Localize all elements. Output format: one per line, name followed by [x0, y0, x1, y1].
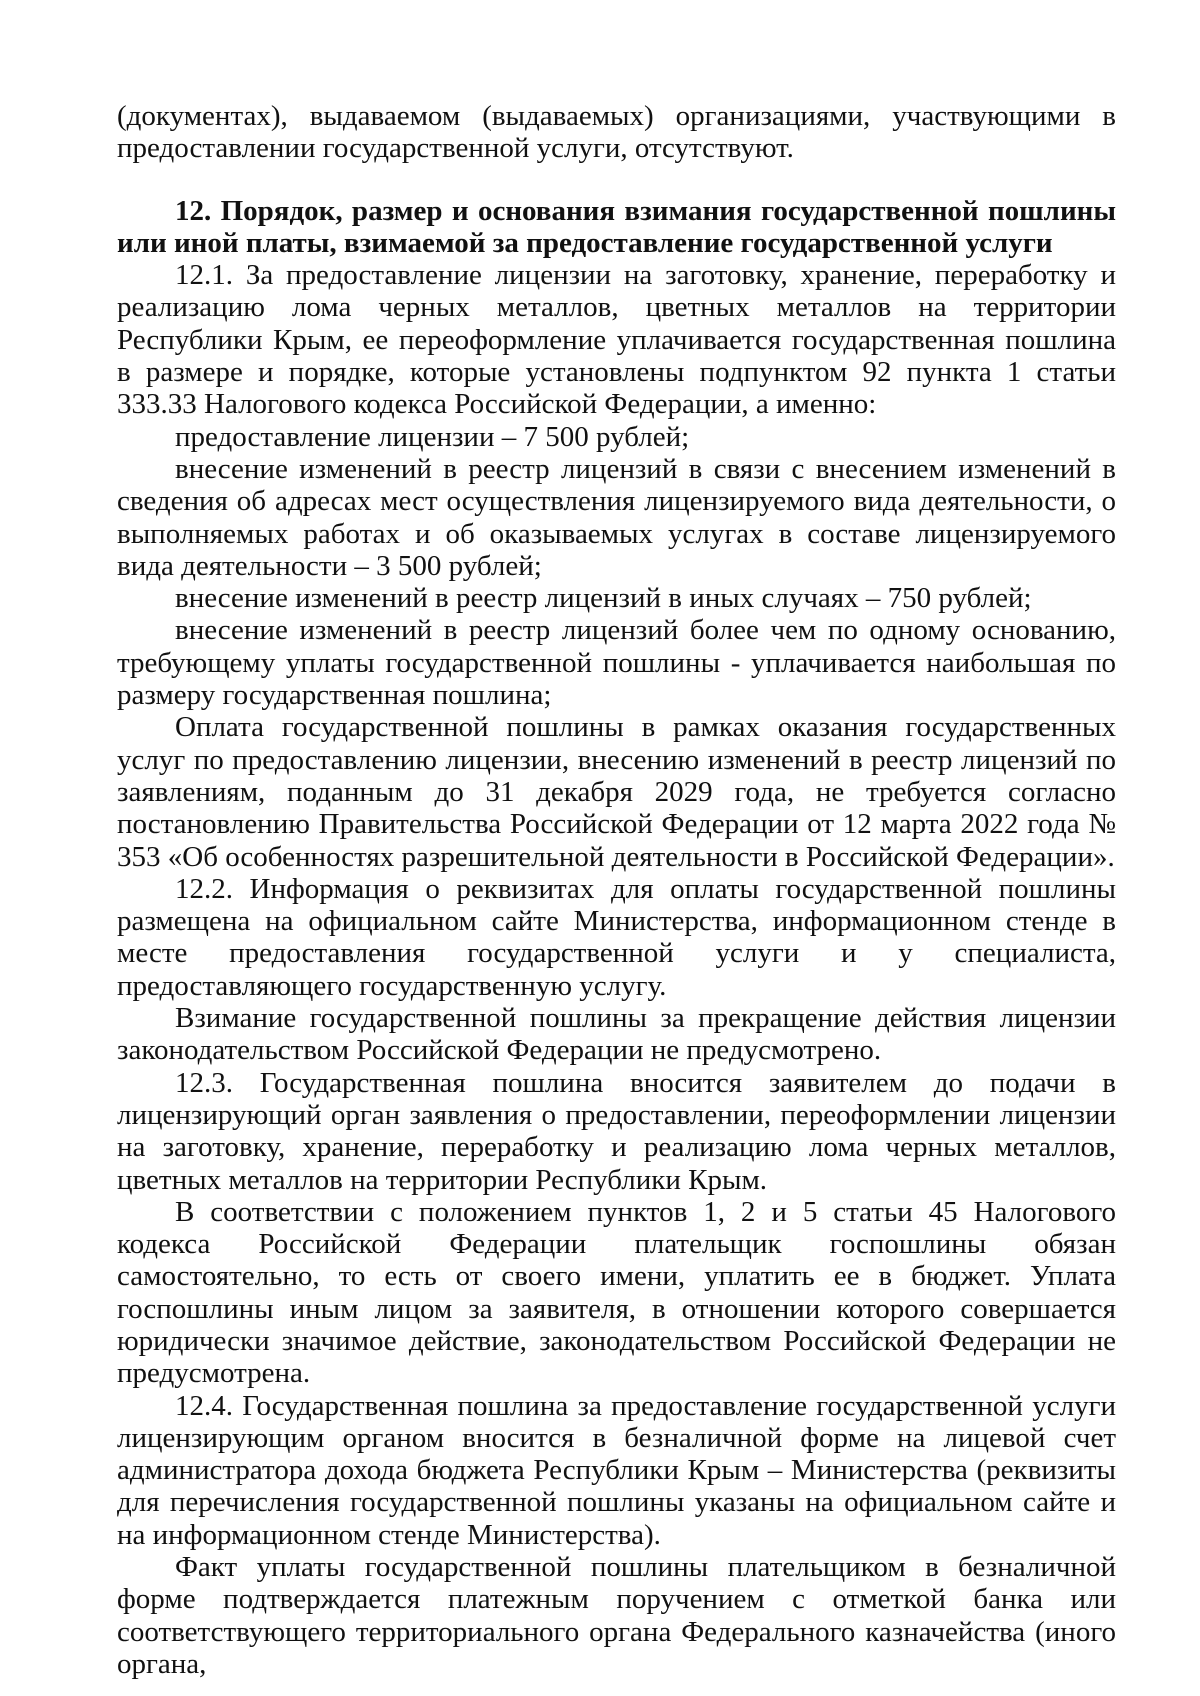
paragraph-payment-proof: Факт уплаты государственной пошлины плательщиком в безналичной форме подтверждается платежным поручением с отметкой банка или соответствующего территориального органа Федерального казначейства (иного органа, [117, 1551, 1116, 1680]
document-page [117, 100, 1116, 1680]
paragraph-fee-other-changes: внесение изменений в реестр лицензий в иных случаях – 750 рублей; [175, 582, 1032, 615]
paragraph-fee-multiple-grounds: внесение изменений в реестр лицензий более чем по одному основанию, требующему уплаты государственной пошлины - уплачивается наибольшая по размеру государственная пошлина; [117, 614, 1116, 712]
paragraph-fee-exemption: Оплата государственной пошлины в рамках оказания государственных услуг по предоставлению лицензии, внесению изменений в реестр лицензий по заявлениям, поданным до 31 декабря 2029 года, не требуется согласно постановлению Правительства Российской Федерации от 12 марта 2022 года № 353 «Об особенностях разрешительной деятельности в Российской Федерации». [117, 711, 1116, 873]
section-heading: 12. Порядок, размер и основания взимания государственной пошлины или иной платы, взимаемой за предоставление государственной услуги [117, 194, 1116, 259]
paragraph-termination-fee: Взимание государственной пошлины за прекращение действия лицензии законодательством Российской Федерации не предусмотрено. [117, 1002, 1116, 1067]
paragraph-12-1: 12.1. За предоставление лицензии на заготовку, хранение, переработку и реализацию лома черных металлов, цветных металлов на территории Республики Крым, ее переоформление уплачивается государственная пошлина в размере и порядке, которые установлены подпунктом 92 пункта 1 статьи 333.33 Налогового кодекса Российской Федерации, а именно: [117, 259, 1116, 421]
continuation-paragraph: (документах), выдаваемом (выдаваемых) организациями, участвующими в предоставлении государственной услуги, отсутствуют. [117, 100, 1116, 165]
paragraph-fee-address-changes: внесение изменений в реестр лицензий в связи с внесением изменений в сведения об адресах мест осуществления лицензируемого вида деятельности, о выполняемых работах и об оказываемых услугах в составе лицензируемого вида деятельности – 3 500 рублей; [117, 452, 1116, 582]
paragraph-fee-license: предоставление лицензии – 7 500 рублей; [175, 420, 690, 453]
paragraph-tax-code-article-45: В соответствии с положением пунктов 1, 2 и 5 статьи 45 Налогового кодекса Российской Федерации плательщик госпошлины обязан самостоятельно, то есть от своего имени, уплатить ее в бюджет. Уплата госпошлины иным лицом за заявителя, в отношении которого совершается юридически значимое действие, законодательством Российской Федерации не предусмотрена. [117, 1195, 1116, 1390]
paragraph-12-4: 12.4. Государственная пошлина за предоставление государственной услуги лицензирующим органом вносится в безналичной форме на лицевой счет администратора дохода бюджета Республики Крым – Министерства (реквизиты для перечисления государственной пошлины указаны на официальном сайте и на информационном стенде Министерства). [117, 1389, 1116, 1551]
section-gap [117, 165, 1116, 195]
paragraph-12-2: 12.2. Информация о реквизитах для оплаты государственной пошлины размещена на официальном сайте Министерства, информационном стенде в месте предоставления государственной услуги и у специалиста, предоставляющего государственную услугу. [117, 872, 1116, 1002]
paragraph-12-3: 12.3. Государственная пошлина вносится заявителем до подачи в лицензирующий орган заявления о предоставлении, переоформлении лицензии на заготовку, хранение, переработку и реализацию лома черных металлов, цветных металлов на территории Республики Крым. [117, 1066, 1116, 1196]
